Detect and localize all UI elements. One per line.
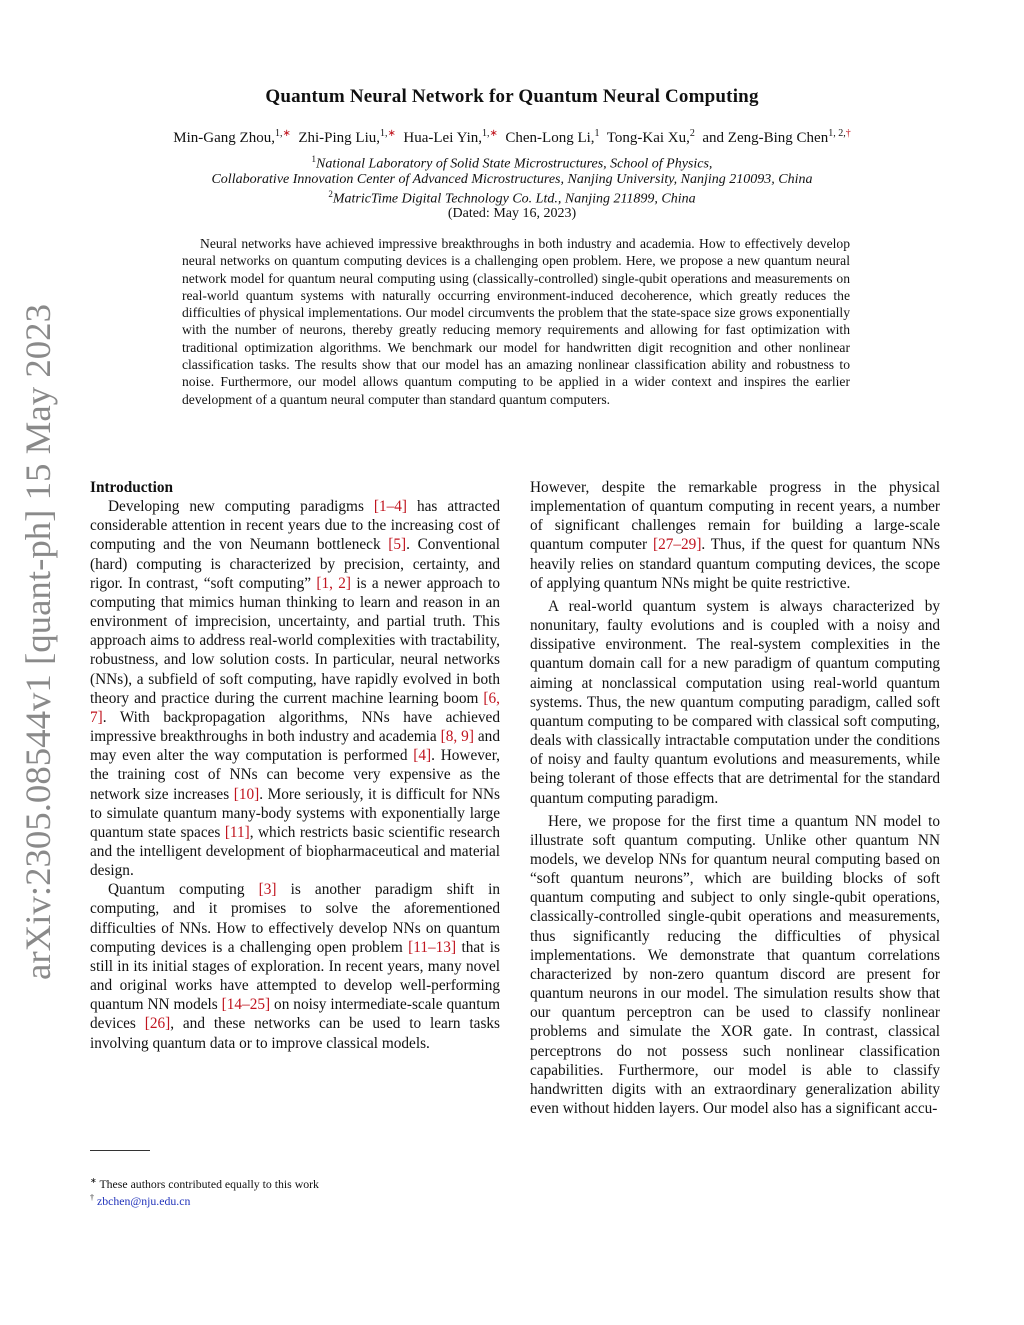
- citation-link[interactable]: [1–4]: [373, 498, 408, 516]
- right-column: [530, 478, 940, 1118]
- text-run: on noisy intermediate-scale quantum devices: [90, 996, 500, 1033]
- paragraph: [90, 497, 500, 880]
- text-run: . More seriously, it is difficult for NNs to simulate quantum many-body systems with exponentially large quantum state spaces: [90, 785, 500, 841]
- dated-line: (Dated: May 16, 2023): [447, 206, 577, 221]
- text-run: A real-world quantum system is always characterized by nonunitary, faulty evolutions and is coupled with a noisy and dissipative environment. The real-system complexities in the quantum domain call for a new paradigm of quantum computing aiming at nonclassical computation using real-world quantum systems. Thus, the new quantum computing paradigm, called soft quantum computing to be compared with classical soft computing, deals with classically intractable computation under the conditions of noisy and faulty quantum evolutions and measurements, while being tolerant of those effects that are detrimental for the standard quantum computing paradigm.: [530, 597, 940, 807]
- citation-link[interactable]: [14–25]: [221, 996, 271, 1014]
- citation-link[interactable]: [6, 7]: [90, 689, 500, 726]
- citation-link[interactable]: [1, 2]: [316, 574, 351, 592]
- citation-link[interactable]: [10]: [233, 785, 260, 803]
- footnote-corresponding-email: † zbchen@nju.edu.cn: [90, 1193, 191, 1208]
- footnote-equal-contribution: ∗ These authors contributed equally to this work: [90, 1176, 319, 1191]
- citation-link[interactable]: [5]: [388, 536, 407, 554]
- text-run: Quantum computing: [108, 881, 259, 899]
- text-run: has attracted considerable attention in recent years due to the increasing cost of computing and the von Neumann bottleneck: [90, 498, 500, 554]
- text-run: , which restricts basic scientific research and the intelligent development of biopharmaceutical and material design.: [90, 823, 500, 880]
- text-run: and may even alter the way computation is performed: [90, 728, 500, 765]
- section-heading-introduction: Introduction: [90, 479, 174, 496]
- paragraph: [530, 597, 940, 808]
- citation-link[interactable]: [11–13]: [408, 938, 457, 956]
- text-run: . Conventional (hard) computing is characterized by precision, certainty, and rigor. In contrast, “soft computing”: [90, 536, 500, 592]
- paragraph: [530, 812, 940, 1119]
- paragraph: [530, 478, 940, 593]
- author: Hua-Lei Yin,$^{1,∗}$: [403, 128, 498, 146]
- author: Min-Gang Zhou,$^{1,∗}$: [173, 128, 291, 146]
- text-run: . Thus, if the quest for quantum NNs heavily relies on standard quantum computing devices, the scope of applying quantum NNs might be quite restrictive.: [530, 536, 940, 592]
- text-run: . With backpropagation algorithms, NNs have achieved impressive breakthroughs in both industry and academia: [90, 708, 500, 746]
- paper-title: Quantum Neural Network for Quantum Neural Computing: [265, 86, 759, 107]
- author-list: [0, 128, 1024, 147]
- abstract: Neural networks have achieved impressive breakthroughs in both industry and academia. How to effectively develop neural networks on quantum computing devices is a challenging open problem. Here, we propose a new quantum neural network model for quantum neural computing using (classically-controlled) single-qubit operations and measurements on real-world quantum systems with naturally occurring environment-induced decoherence, which greatly reduces the difficulties of physical implementations. Our model circumvents the problem that the state-space size grows exponentially with the number of neurons, thereby greatly reducing memory requirements and allowing for fast optimization with traditional optimization algorithms. We benchmark our model for handwritten digit recognition and other nonlinear classification tasks. The results show that our model has an amazing nonlinear classification ability and robustness to noise. Furthermore, our model allows quantum computing to be applied in a wider context and inspires the earlier development of a quantum neural computer than standard quantum computers.: [182, 236, 850, 407]
- arxiv-sidebar: [8, 300, 64, 990]
- text-run: . However, the training cost of NNs can become very expensive as the network size increases: [90, 747, 500, 803]
- affiliation-1-line-1: $^1$National Laboratory of Solid State Microstructures, School of Physics,: [311, 154, 713, 172]
- citation-link[interactable]: [8, 9]: [440, 728, 474, 746]
- citation-link[interactable]: [27–29]: [652, 536, 702, 554]
- citation-link[interactable]: [4]: [413, 747, 432, 765]
- author: and Zeng-Bing Chen$^{1, 2,\dagger}$: [702, 128, 851, 146]
- text-run: , and these networks can be used to learn tasks involving quantum data or to improve classical models.: [90, 1015, 500, 1052]
- text-run: is a newer approach to computing that mimics human thinking to learn and reason in an environment of imprecision, uncertainty, and partial truth. This approach aims to address real-world complexities with tractability, robustness, and low solution costs. In particular, neural networks (NNs), a subfield of soft computing, have rapidly evolved in both theory and practice during the current machine learning boom: [90, 574, 501, 707]
- text-run: Here, we propose for the first time a quantum NN model to illustrate soft quantum computing. Unlike other quantum NN models, we develop NNs for quantum neural computing based on “soft quantum neurons”, which are building blocks of soft quantum computing and subject to only single-qubit operations, classically-controlled single-qubit operations and measurements, thus significantly reducing the difficulties of physical implementations. We demonstrate that quantum correlations characterized by non-zero quantum discord are present for quantum neurons in our model. The simulation results show that our quantum perceptron can be used to classify nonlinear problems and simulate the XOR gate. In contrast, classical perceptrons do not possess such nonlinear classification capabilities. Furthermore, our model is able to classify handwritten digits with an extraordinary generalization ability even without hidden layers. Our model also has a significant accu-: [530, 812, 940, 1117]
- email-link[interactable]: zbchen@nju.edu.cn: [96, 1193, 191, 1208]
- affiliation-1-line-2: Collaborative Innovation Center of Advanced Microstructures, Nanjing University, Nanjing 210093, China: [211, 172, 813, 187]
- author: Zhi-Ping Liu,$^{1,∗}$: [298, 128, 396, 146]
- arxiv-identifier: arXiv:2305.08544v1 [quant-ph] 15 May 2023: [18, 319, 58, 980]
- text-run: Developing new computing paradigms: [108, 498, 374, 516]
- text-run: is another paradigm shift in computing, and it promises to solve the aforementioned difficulties of NNs. How to effectively develop NNs on quantum computing devices is a challenging open problem: [90, 881, 500, 956]
- affiliation-2: $^2$MatricTime Digital Technology Co. Ltd., Nanjing 211899, China: [328, 189, 696, 207]
- footnote-divider: [90, 1150, 150, 1151]
- citation-link[interactable]: [11]: [224, 823, 250, 841]
- citation-link[interactable]: [26]: [144, 1015, 171, 1033]
- paragraph: [90, 880, 500, 1052]
- author: Chen-Long Li,$^1$: [505, 128, 600, 146]
- text-run: that is still in its initial stages of exploration. In recent years, many novel and original works have attempted to develop well-performing quantum NN models: [90, 938, 500, 1014]
- citation-link[interactable]: [3]: [258, 881, 277, 899]
- left-column: [90, 478, 500, 1053]
- text-run: However, despite the remarkable progress in the physical implementation of quantum computing in recent years, a number of significant challenges remain for building a large-scale quantum computer: [530, 479, 940, 554]
- author: Tong-Kai Xu,$^2$: [606, 128, 695, 146]
